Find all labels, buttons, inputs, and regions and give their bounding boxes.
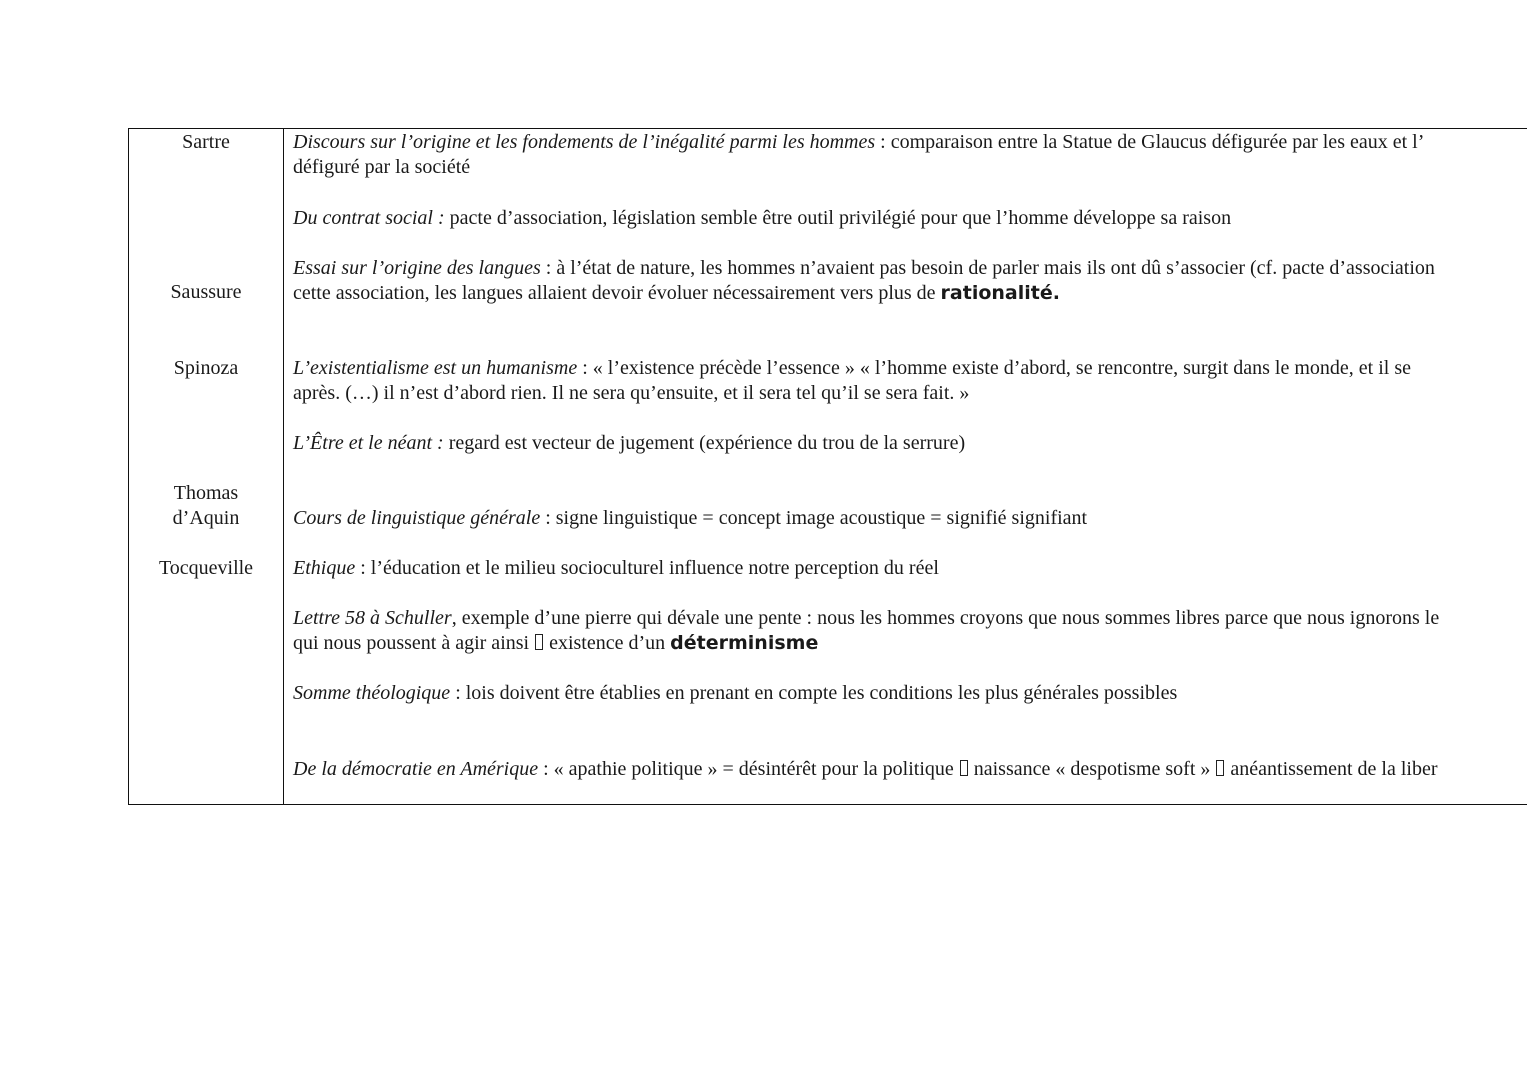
entry-text: anéantissement de la liber [1225, 758, 1438, 780]
entry-contrat-social [293, 206, 1231, 231]
entry-etre-neant [293, 431, 965, 456]
entry-text: : à l’état de nature, les hommes n’avaient pas besoin de parler mais ils ont dû s’associer (cf. pacte d’association [540, 257, 1435, 279]
entry-text: défiguré par la société [293, 156, 471, 178]
bold-term: déterminisme [670, 632, 819, 654]
entry-text: , exemple d’une pierre qui dévale une pente : nous les hommes croyons que nous sommes libres parce que nous ignorons le [451, 607, 1440, 629]
work-title: Discours sur l’origine et les fondements de l’inégalité parmi les hommes [293, 131, 876, 153]
entry-text: : comparaison entre la Statue de Glaucus défigurée par les eaux et l’ [875, 131, 1425, 153]
entry-text: : signe linguistique = concept image acoustique = signifié signifiant [540, 507, 1088, 529]
entry-cours-linguistique [293, 506, 1087, 531]
entry-text: naissance « despotisme soft » [968, 758, 1216, 780]
entry-text: : « apathie politique » = désintérêt pour la politique [538, 758, 959, 780]
author-thomas-line2: d’Aquin [172, 507, 240, 529]
column-divider [283, 129, 284, 804]
work-title: De la démocratie en Amérique [293, 758, 539, 780]
missing-arrow-icon [535, 634, 543, 650]
work-title: L’existentialisme est un humanisme [293, 357, 578, 379]
entry-ethique [293, 556, 939, 581]
missing-arrow-icon [1216, 760, 1224, 776]
entry-discours [293, 130, 1424, 180]
author-thomas-line1: Thomas [173, 482, 239, 504]
work-title: Ethique [293, 557, 356, 579]
philosophers-table [128, 128, 1527, 805]
entry-text: qui nous poussent à agir ainsi [293, 632, 535, 654]
entry-somme-theologique [293, 681, 1177, 706]
work-title: Cours de linguistique générale [293, 507, 541, 529]
work-title: Du contrat social : [293, 207, 445, 229]
author-tocqueville: Tocqueville [158, 557, 254, 579]
entry-text: : « l’existence précède l’essence » « l’homme existe d’abord, se rencontre, surgit dans le monde, et il se [577, 357, 1412, 379]
entry-essai-langues [293, 256, 1435, 306]
entry-text: existence d’un [544, 632, 671, 654]
missing-arrow-icon [960, 760, 968, 776]
entry-text: pacte d’association, législation semble être outil privilégié pour que l’homme développe sa raison [444, 207, 1232, 229]
entry-existentialisme [293, 356, 1411, 406]
entry-text: regard est vecteur de jugement (expérience du trou de la serrure) [443, 432, 966, 454]
entry-text: : l’éducation et le milieu socioculturel influence notre perception du réel [355, 557, 939, 579]
entry-text: après. (…) il n’est d’abord rien. Il ne sera qu’ensuite, et il sera tel qu’il se sera fait. » [293, 382, 970, 404]
entry-text: : lois doivent être établies en prenant en compte les conditions les plus générales possibles [450, 682, 1178, 704]
work-title: Lettre 58 à Schuller [293, 607, 452, 629]
work-title: Essai sur l’origine des langues [293, 257, 541, 279]
author-saussure: Saussure [170, 281, 242, 303]
author-sartre: Sartre [182, 131, 230, 153]
entry-democratie-amerique [293, 757, 1438, 782]
work-title: Somme théologique [293, 682, 451, 704]
bold-term: rationalité. [940, 282, 1060, 304]
author-spinoza: Spinoza [173, 357, 239, 379]
entry-text: cette association, les langues allaient devoir évoluer nécessairement vers plus de [293, 282, 941, 304]
entry-lettre-schuller [293, 606, 1439, 656]
work-title: L’Être et le néant : [293, 432, 444, 454]
